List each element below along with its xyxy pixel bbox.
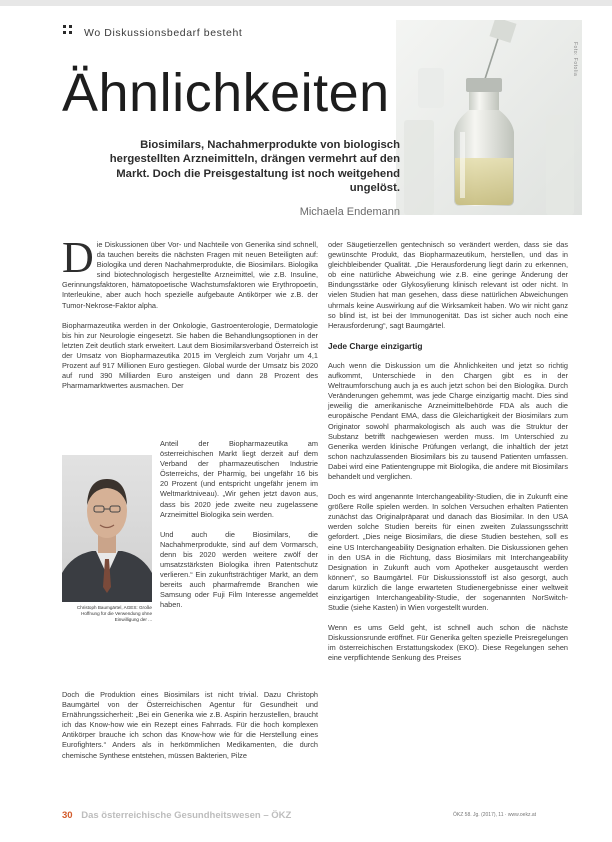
portrait-caption: Christoph Baumgärtel, AGES: Große Hoffnung für die Verwendung ohne Einwilligung der ... xyxy=(76,605,152,623)
pricing-paragraph: Wenn es ums Geld geht, ist schnell auch schon die nächste Diskussionsrunde eröffnet. Für Generika gelten spezielle Preisregelungen im österreichischen Erstattungskodex (EKO). Diese Regelungen sehen eine verpflichtende Senkung des Preises xyxy=(328,623,568,663)
left-column-bottom xyxy=(62,690,318,771)
portrait-photo xyxy=(62,455,152,602)
section-grid-icon xyxy=(63,25,75,37)
production-paragraph: Doch die Produktion eines Biosimilars ist nicht trivial. Dazu Christoph Baumgärtel von der Österreichischen Agentur für Gesundheit und Ernährungssicherheit: „Bei ein Generika wie z.B. Aspirin herzustellen, braucht ich das Know-how wie ein Rezept eines Fahrrads. Für die hoch komplexen Antikörper brauche ich schon das Know-how wie für die Herstellung eines Eurofighters.“ Anders als in herkömmlichen Medikamenten, die durch chemische Synthese entstehen, müssen Bakterien, Pilze xyxy=(62,690,318,760)
right-column xyxy=(328,240,568,674)
footer xyxy=(62,810,291,821)
left-column-top xyxy=(62,233,318,401)
subheading: Jede Charge einzigartig xyxy=(328,340,423,351)
charge-paragraph: Auch wenn die Diskussion um die Ähnlichkeiten und jetzt so richtig aufkommt, Unterschiede in den Chargen gibt es in der Weltraumforschung auch ja es auch jetzt schon bei den Biologika. Durch Veränderungen gehemmt, was jede Charge einzigartig macht. Dies sind jeweilig die amerikanische Arzneimittelbehörde FDA als auch die europäische Pendant EMA, dass die Gleichartigkeit der Biosimilars zum Originator sowohl pharmakologisch als auch was die Struktur der Substanz betrifft nachgewiesen werden muss. Im Unterschied zu Generika werden klinische Prüfungen verlangt, die inhaltlich der jetzt schon nachzulassenden Biosimilars bis zu tausend Patienten umfassen. Dabei wird eine Patientengruppe mit Biologika, die andere mit Biosimilars behandelt und verglichen. xyxy=(328,360,568,481)
lead-paragraph: Biosimilars, Nachahmerprodukte von biologisch hergestellten Arzneimitteln, drängen vermehrt auf den Markt. Doch die Preisgestaltung ist noch weitgehend ungelöst. xyxy=(109,139,400,194)
section-tag: Wo Diskussionsbedarf besteht xyxy=(84,27,243,39)
top-rule xyxy=(0,0,612,6)
headline: Ähnlichkeiten xyxy=(62,63,390,123)
market-paragraph: Biopharmazeutika werden in der Onkologie, Gastroenterologie, Dermatologie bis hin zur Neurologie eingesetzt. Sie haben die Behandlungsoptionen in der letzten Zeit deutlich stark erweitert. Laut dem Biosimilarsverband Österreich ist der Umsatz von Biopharmazeutika 2015 im Vergleich zum Vorjahr um 4,1 Prozent auf 917 Millionen Euro gestiegen. Global wurde der Umsatz bis 2020 auf rund 390 Milliarden Euro ansteigen und dann 28 Prozent des Pharmamarktwertes ausmachen. Der xyxy=(62,320,318,391)
intro-paragraph: Die Diskussionen über Vor- und Nachteile von Generika sind schnell, da tauchen bereits die nächsten Fragen mit neuen Beteiligten auf: Biologika und deren Nachahmerprodukte, die Biosimilars. Biologika sind biotechnologisch hergestellte Arzneimittel, wie z.B. Insuline, Gerinnungsfaktoren, hämatopoetische Wachstumsfaktoren wie Erythropoetin, Interleukine, aber auch hoch spezielle aufgebaute Antikörper wie z.B. der Tumor-Nekrose-Faktor alpha. xyxy=(62,233,318,310)
biosimilars-paragraph: Und auch die Biosimilars, die Nachahmerprodukte, sind auf dem Vormarsch, denn bis 2020 werden weitere zwölf der umsatzstärksten Biologika ihren Patentschutz verlieren.“ Ein zukunftsträchtiger Markt, an dem bereits auch pharmafremde Branchen wie Samsung oder Fuji Film Interesse angemeldet haben. xyxy=(160,529,318,610)
page-number: 30 xyxy=(62,810,73,821)
left-column-beside-portrait xyxy=(160,439,318,621)
footer-issue-info: ÖKZ 58. Jg. (2017), 11 · www.oekz.at xyxy=(453,812,536,818)
author-name: Michaela Endemann xyxy=(299,206,400,218)
challenge-paragraph: oder Säugetierzellen gentechnisch so verändert werden, dass sie das gewünschte Produkt, das Biopharmazeutikum, herstellen, und das in gleichbleibender Qualität. „Die Herausforderung liegt darin zu erkennen, ob eine natürliche Abweichung wie z.B. eine geringe Änderung der Bindungsstärke oder Glykosylierung klinisch relevant ist oder nicht. In vielen Studien hat man gesehen, dass diese natürlichen Abweichungen uhrmals keine Auswirkung auf die Wirksamkeit haben. Wo wir nicht ganz so blind ist, ist bei der Immunogenität. Das ist sicher auch noch eine Herausforderung“, sagt Baumgärtel. xyxy=(328,240,568,330)
photo-credit: Foto: Fotolia xyxy=(572,42,578,77)
vial-photo xyxy=(396,20,582,215)
share-paragraph: Anteil der Biopharmazeutika am österreichischen Markt liegt derzeit auf dem Verband der pharmazeutischen Industrie Österreichs, der Pharmig, bei ungefähr 16 bis 20 Prozent (und entspricht ungefähr jenem im Weltmarktniveau). „Wir gehen jetzt davon aus, dass bis 2020 jede zweite neu zugelassene Arzneimittel Biologika sein werden. xyxy=(160,439,318,519)
publication-name: Das österreichische Gesundheitswesen – ÖKZ xyxy=(81,810,292,821)
drop-cap: D xyxy=(62,233,94,282)
interchangeability-paragraph: Doch es wird angenannte Interchangeability-Studien, die in Zukunft eine größere Rolle spielen werden. In solchen Versuchen erhalten Patienten zunächst das Originalpräparat und danach das Biosimilar. In den USA werden solche Studien bereits für einen zweiten Zulassungsschritt gefordert. „Dies neige Biosimilars, die diese Studien bestehen, soll es eine US Interchangeability Designation erhalten. Die Diskussionen gehen in den USA in die Richtung, dass Biosimilars mit Interchangeability Designation in Zukunft auch vom Apotheker ausgetauscht werden können“, so Baumgärtel. Für Diskussionsstoff ist also gesorgt, auch darum kürzlich die lange erwarteten Studienergebnisse einer weltweit einzigartigen Interchangeability-Studie, der sogenannten NorSwitch-Studie (siehe Kasten) in Wien vorgestellt wurden. xyxy=(328,492,568,613)
